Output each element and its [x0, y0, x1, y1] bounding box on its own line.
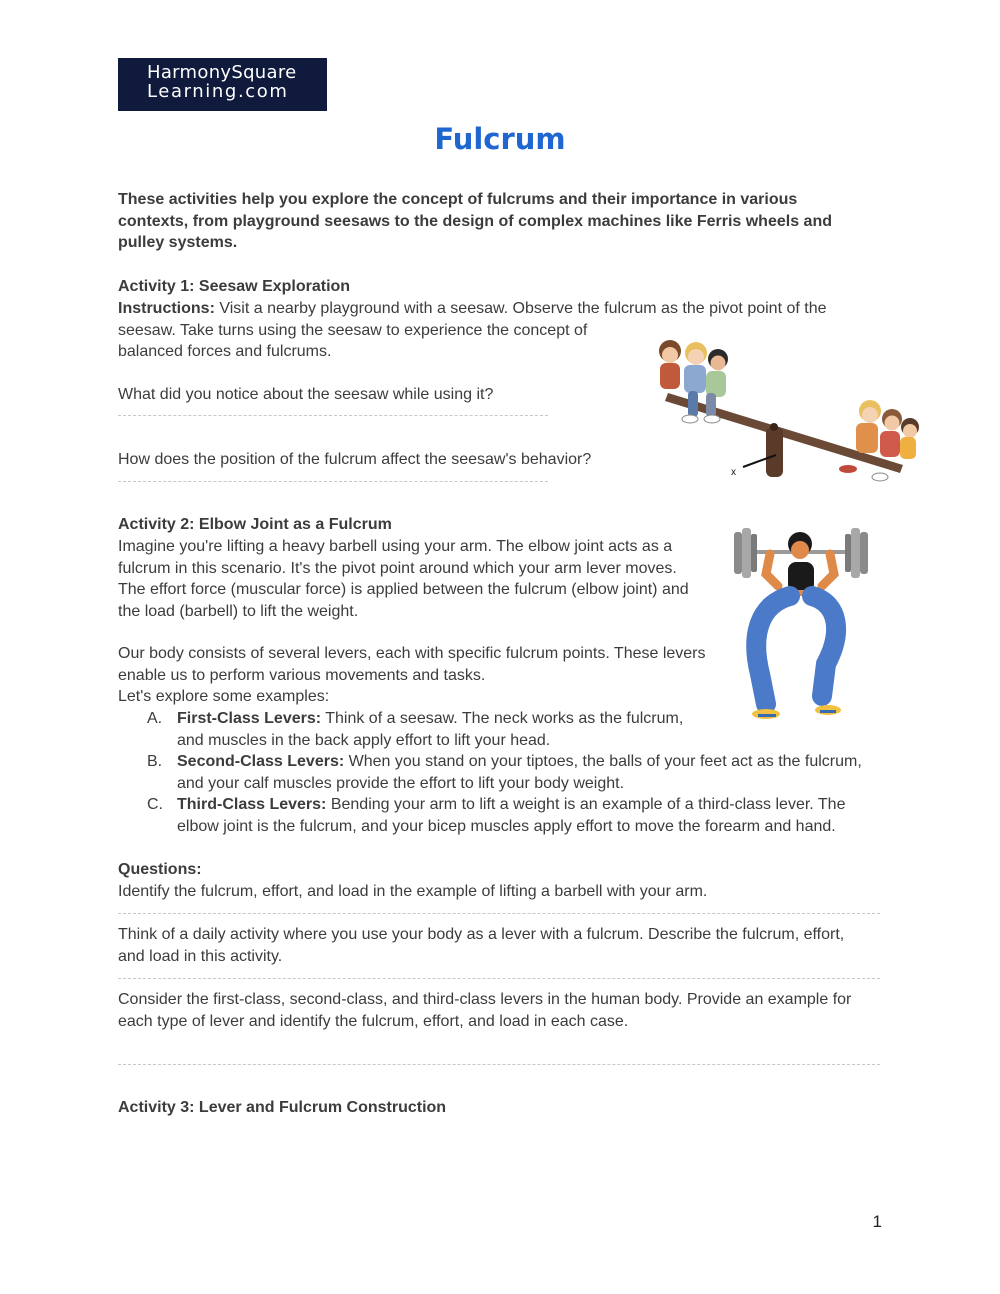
activity-1-question-2: How does the position of the fulcrum affect the seesaw's behavior? [118, 451, 592, 468]
list-item [147, 751, 887, 794]
list-item-label: Second-Class Levers: [177, 753, 345, 771]
answer-line[interactable] [118, 1064, 880, 1065]
activity-1-heading: Activity 1: Seesaw Exploration [118, 278, 351, 295]
fulcrum-mark: x [731, 467, 736, 478]
list-item-label: Third-Class Levers: [177, 796, 327, 814]
seesaw-illustration [648, 333, 923, 488]
question-2-line-2: and load in this activity. [118, 947, 283, 965]
page-number: 1 [872, 1212, 882, 1231]
instructions-label: Instructions: [118, 300, 215, 317]
list-marker: A. [147, 710, 163, 727]
instructions-text-3: balanced forces and fulcrums. [118, 343, 332, 361]
paragraph-line: The effort force (muscular force) is applied between the fulcrum (elbow joint) and [118, 581, 689, 599]
paragraph-line: enable us to perform various movements and tasks. [118, 666, 486, 684]
paragraph-line: Let's explore some examples: [118, 688, 330, 706]
paragraph-line: the load (barbell) to lift the weight. [118, 602, 359, 620]
activity-1-question-1: What did you notice about the seesaw while using it? [118, 386, 494, 403]
list-item-text: and muscles in the back apply effort to lift your head. [177, 731, 551, 749]
paragraph-line: Our body consists of several levers, each with specific fulcrum points. These levers [118, 645, 706, 662]
question-1: Identify the fulcrum, effort, and load in the example of lifting a barbell with your arm. [118, 883, 708, 900]
activity-2-paragraph-2 [118, 643, 738, 708]
page-title: Fulcrum [434, 122, 566, 156]
question-3-line-2: each type of lever and identify the fulcrum, effort, and load in each case. [118, 1012, 629, 1030]
list-item-text: elbow joint is the fulcrum, and your bicep muscles apply effort to move the forearm and hand. [177, 817, 836, 835]
list-item-text: and your calf muscles provide the effort to lift your body weight. [177, 774, 625, 792]
logo-line-2: Learning.com [147, 81, 289, 102]
brand-logo [118, 58, 327, 111]
list-item-text: When you stand on your tiptoes, the balls of your feet act as the fulcrum, [344, 753, 862, 771]
answer-line[interactable] [118, 481, 548, 482]
activity-2-heading: Activity 2: Elbow Joint as a Fulcrum [118, 516, 392, 533]
kids-right [839, 400, 919, 481]
list-item-text: Bending your arm to lift a weight is an example of a third-class lever. The [326, 796, 846, 814]
logo-line-1: HarmonySquare [147, 62, 297, 83]
question-3-line-1: Consider the first-class, second-class, and third-class levers in the human body. Provide an example for [118, 991, 852, 1008]
list-marker: C. [147, 796, 163, 814]
instructions-text-2: seesaw. Take turns using the seesaw to experience the concept of [118, 321, 588, 339]
questions-heading: Questions: [118, 861, 202, 878]
activity-2-paragraph-1 [118, 536, 738, 622]
weightlifter-illustration [730, 524, 872, 726]
activity-3-heading: Activity 3: Lever and Fulcrum Construction [118, 1099, 447, 1116]
lever-list [147, 708, 887, 838]
instructions-text-1: Visit a nearby playground with a seesaw. Observe the fulcrum as the pivot point of the [214, 300, 827, 317]
question-3 [118, 989, 888, 1032]
question-2-line-1: Think of a daily activity where you use your body as a lever with a fulcrum. Describe the fulcrum, effort, [118, 926, 845, 943]
paragraph-line: Imagine you're lifting a heavy barbell using your arm. The elbow joint acts as a [118, 538, 673, 555]
list-item-label: First-Class Levers: [177, 710, 322, 727]
answer-line[interactable] [118, 978, 880, 979]
list-marker: B. [147, 753, 163, 771]
paragraph-line: fulcrum in this scenario. It's the pivot point around which your arm lever moves. [118, 559, 677, 577]
answer-line[interactable] [118, 913, 880, 914]
list-item-text: Think of a seesaw. The neck works as the fulcrum, [321, 710, 684, 727]
answer-line[interactable] [118, 415, 548, 416]
list-item [147, 794, 887, 837]
intro-paragraph: These activities help you explore the concept of fulcrums and their importance in various contexts, from playground seesaws to the design of complex machines like Ferris wheels and pulley systems. [118, 191, 832, 252]
question-2 [118, 924, 888, 967]
